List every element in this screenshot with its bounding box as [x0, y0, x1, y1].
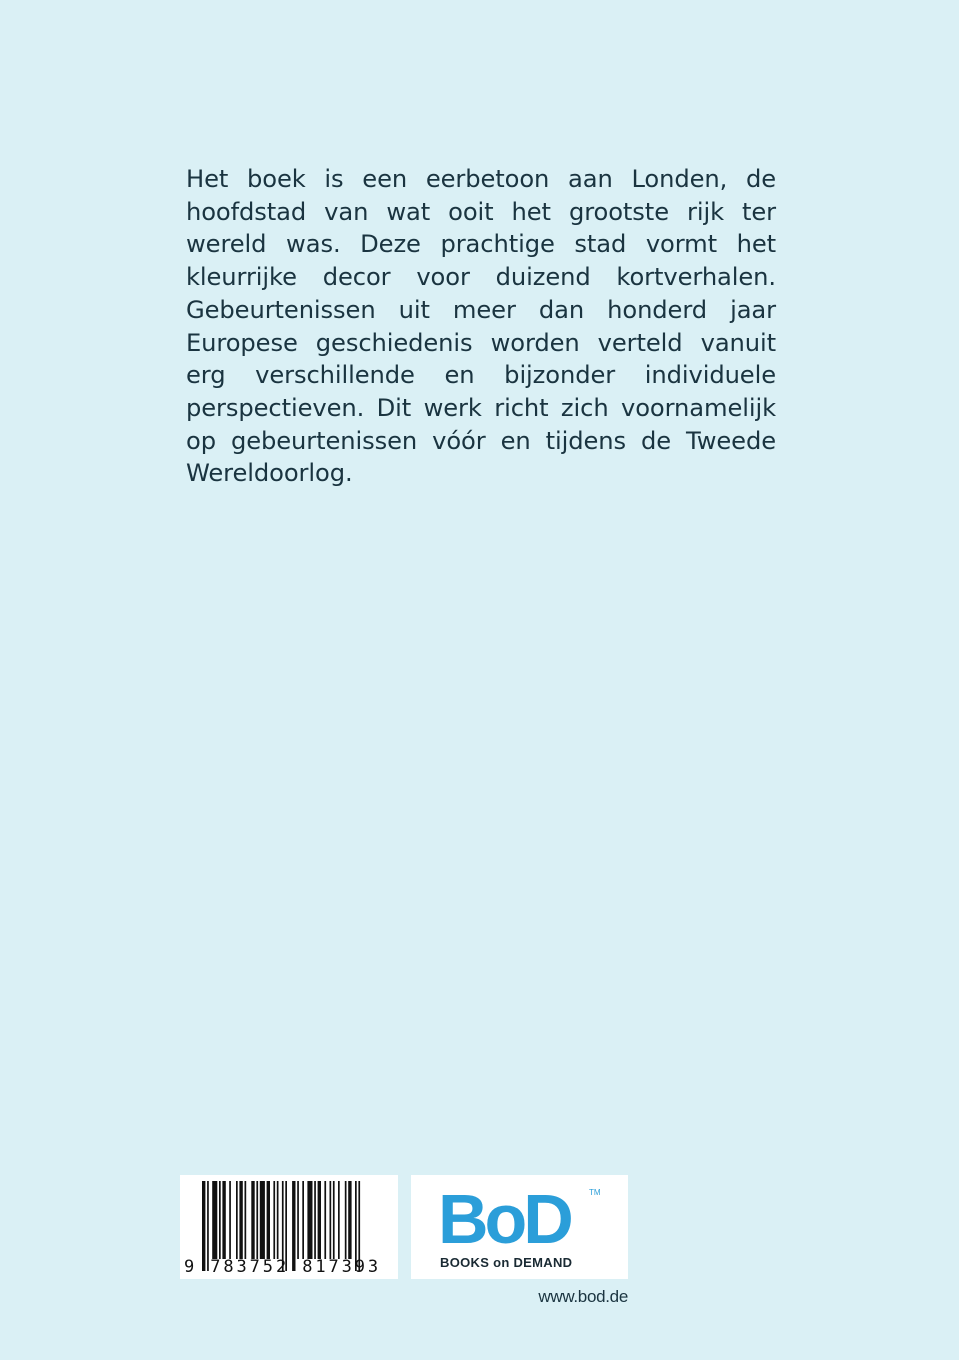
- barcode-bar: [260, 1181, 265, 1259]
- barcode-bar: [212, 1181, 217, 1259]
- logo-tagline: BOOKS on DEMAND: [440, 1255, 573, 1270]
- barcode-bar: [345, 1181, 347, 1259]
- barcode-bar: [267, 1181, 270, 1259]
- barcode-bar: [318, 1181, 321, 1259]
- barcode-bar: [219, 1181, 221, 1259]
- barcode-bar: [330, 1181, 332, 1259]
- barcode-bar: [297, 1181, 299, 1259]
- barcode-bar: [236, 1181, 238, 1259]
- barcode-bar: [348, 1181, 351, 1259]
- trademark-symbol: TM: [589, 1188, 601, 1197]
- barcode-bar: [277, 1181, 279, 1259]
- barcode-bar: [229, 1181, 231, 1259]
- barcode-bar: [307, 1181, 312, 1259]
- bod-logo-mark: BoD: [438, 1180, 570, 1258]
- barcode-bar: [256, 1181, 258, 1259]
- barcode-bar: [314, 1181, 316, 1259]
- barcode-bar: [338, 1181, 340, 1259]
- publisher-website: www.bod.de: [538, 1287, 628, 1306]
- barcode-bar: [302, 1181, 304, 1259]
- barcode-bar: [273, 1181, 275, 1259]
- barcode-bar: [239, 1181, 242, 1259]
- barcode-bar: [324, 1181, 326, 1259]
- barcode-bar: [251, 1181, 254, 1259]
- publisher-logo: [411, 1175, 628, 1279]
- isbn-number: 9 783752 817393: [184, 1257, 382, 1277]
- barcode-bar: [333, 1181, 335, 1259]
- barcode-bar: [222, 1181, 225, 1259]
- isbn-barcode: [180, 1175, 398, 1279]
- barcode-bar: [245, 1181, 247, 1259]
- back-cover-blurb: Het boek is een eerbetoon aan Londen, de hoofdstad van wat ooit het grootste rijk ter wereld was. Deze prachtige stad vormt het kleurrijke decor voor duizend kortverhalen. Gebeurtenissen uit meer dan honderd jaar Europese geschiedenis worden verteld vanuit erg verschillende en bijzonder individuele perspectieven. Dit werk richt zich voornamelijk op gebeurtenissen vóór en tijdens de Tweede Wereldoorlog.: [186, 165, 776, 488]
